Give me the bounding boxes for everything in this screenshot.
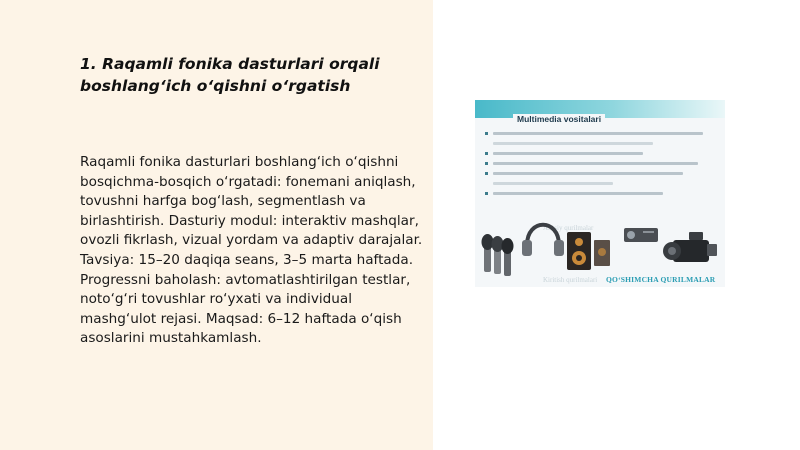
image-caption: QO‘SHIMCHA QURILMALAR (606, 275, 716, 284)
multimedia-slide-image (475, 100, 725, 287)
devices-illustration (475, 100, 725, 287)
image-heading: Multimedia vositalari (513, 114, 605, 124)
faded-label: Kiritish qurilmalari (543, 276, 598, 284)
headphones-icon (522, 225, 564, 256)
slide-body-text: Raqamli fonika dasturlari boshlang‘ich o‘qishni bosqichma-bosqich o‘rgatadi: fonemani aniqlash, tovushni harfga bog‘lash, segmentlash va birlashtirish. Dasturiy modul: interaktiv mashqlar, ovozli fikrlash, vizual yordam va adaptiv darajalar. Tavsiya: 15–20 daqiqa seans, 3–5 marta haftada. Progressni baholash: avtomatlashtirilgan testlar, noto‘g‘ri tovushlar ro‘yxati va individual mashg‘ulot rejasi. Maqsad: 6–12 haftada o‘qish asoslarini mustahkamlash. (80, 154, 423, 347)
speaker-icon (567, 232, 610, 270)
faded-label: Asosiy qurilmalar (543, 224, 594, 232)
projector-icon (624, 228, 658, 242)
video-camera-icon (663, 232, 717, 262)
slide-title: 1. Raqamli fonika dasturlari orqali boshlang‘ich o‘qishni o‘rgatish (80, 55, 380, 95)
microphones-icon (482, 234, 514, 276)
